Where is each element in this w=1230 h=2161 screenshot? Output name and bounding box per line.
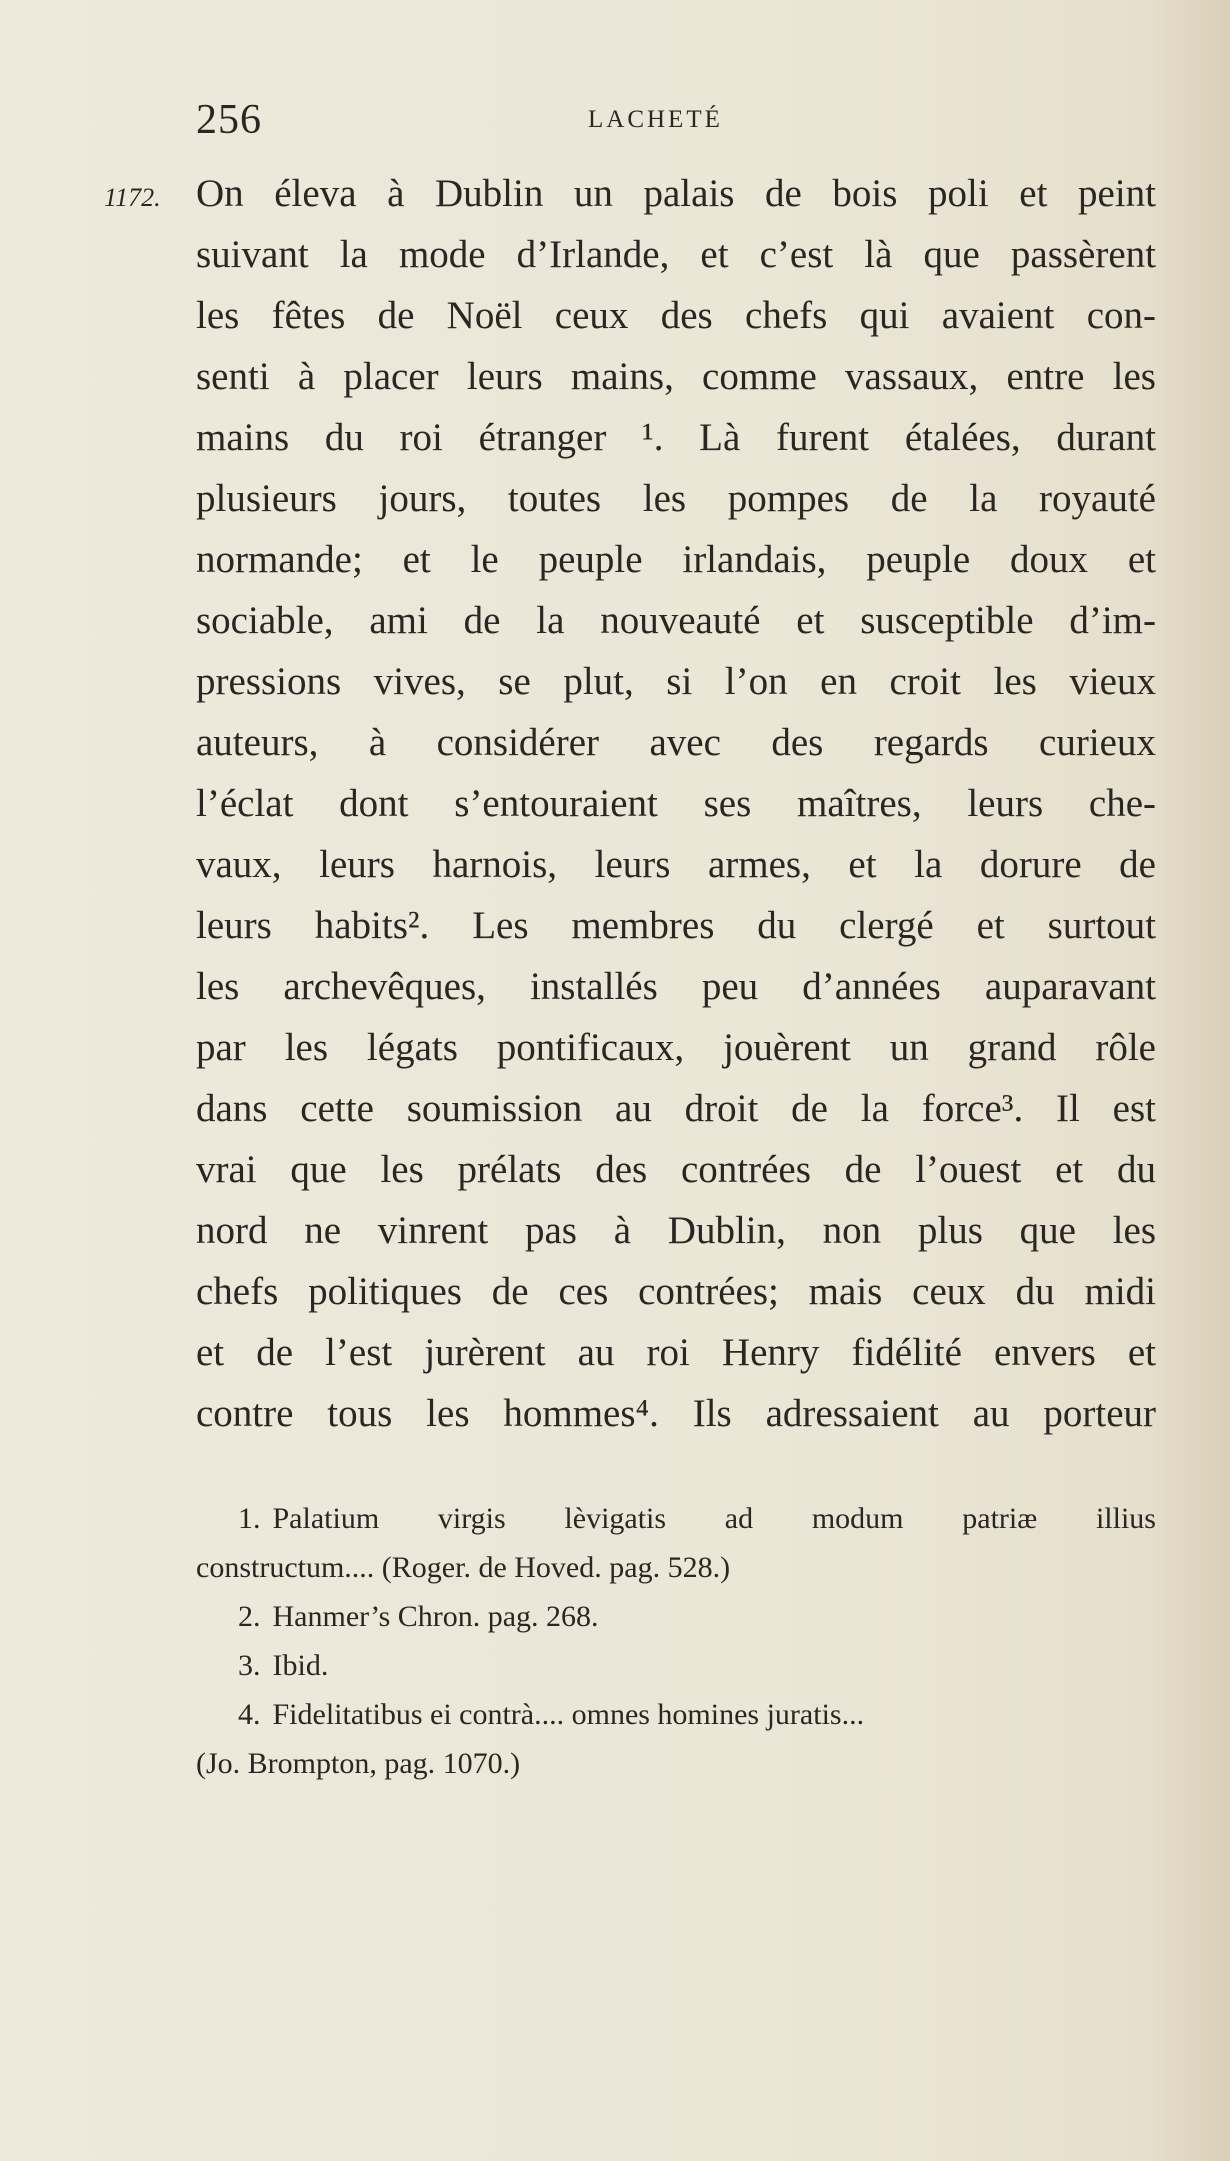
body-line: normande; et le peuple irlandais, peuple doux et <box>196 538 1156 581</box>
footnote-number: 3. <box>238 1649 261 1682</box>
footnote-number: 1. <box>238 1502 261 1535</box>
body-line: nord ne vinrent pas à Dublin, non plus que les <box>196 1209 1156 1252</box>
footnote-4 <box>196 1690 1156 1739</box>
footnote-1 <box>196 1494 1156 1543</box>
body-line: l’éclat dont s’entouraient ses maîtres, leurs che- <box>196 782 1156 825</box>
body-line: senti à placer leurs mains, comme vassaux, entre les <box>196 355 1156 398</box>
body-line: vaux, leurs harnois, leurs armes, et la dorure de <box>196 843 1156 886</box>
page-number: 256 <box>196 97 262 143</box>
body-line: plusieurs jours, toutes les pompes de la royauté <box>196 477 1156 520</box>
footnotes <box>196 1494 1156 1788</box>
footnote-text: Fidelitatibus ei contrà.... omnes homines juratis... <box>272 1698 865 1731</box>
margin-year: 1172. <box>104 183 161 212</box>
body-line: et de l’est jurèrent au roi Henry fidélité envers et <box>196 1331 1156 1374</box>
body-line: sociable, ami de la nouveauté et susceptible d’im- <box>196 599 1156 642</box>
body-line: auteurs, à considérer avec des regards curieux <box>196 721 1156 764</box>
footnote-text: Palatium virgis lèvigatis ad modum patriæ illius <box>272 1502 1156 1535</box>
body-line: leurs habits². Les membres du clergé et surtout <box>196 904 1156 947</box>
body-line: par les légats pontificaux, jouèrent un grand rôle <box>196 1026 1156 1069</box>
body-line: On éleva à Dublin un palais de bois poli et peint <box>196 172 1156 215</box>
body-line: contre tous les hommes⁴. Ils adressaient au porteur <box>196 1392 1156 1435</box>
body-line: les fêtes de Noël ceux des chefs qui avaient con- <box>196 294 1156 337</box>
footnote-number: 4. <box>238 1698 261 1731</box>
body-line: mains du roi étranger ¹. Là furent étalées, durant <box>196 416 1156 459</box>
body-line: suivant la mode d’Irlande, et c’est là que passèrent <box>196 233 1156 276</box>
running-head: LACHETÉ <box>588 106 723 133</box>
footnote-2 <box>196 1592 1156 1641</box>
body-line: vrai que les prélats des contrées de l’ouest et du <box>196 1148 1156 1191</box>
footnote-3 <box>196 1641 1156 1690</box>
footnote-text: Ibid. <box>272 1649 329 1682</box>
footnote-4-continuation: (Jo. Brompton, pag. 1070.) <box>196 1747 521 1780</box>
body-line: les archevêques, installés peu d’années auparavant <box>196 965 1156 1008</box>
body-line: pressions vives, se plut, si l’on en croit les vieux <box>196 660 1156 703</box>
footnote-1-continuation: constructum.... (Roger. de Hoved. pag. 528.) <box>196 1551 731 1584</box>
body-text <box>196 163 1156 1444</box>
footnote-number: 2. <box>238 1600 261 1633</box>
body-line: chefs politiques de ces contrées; mais ceux du midi <box>196 1270 1156 1313</box>
body-line: dans cette soumission au droit de la force³. Il est <box>196 1087 1156 1130</box>
footnote-text: Hanmer’s Chron. pag. 268. <box>272 1600 599 1633</box>
